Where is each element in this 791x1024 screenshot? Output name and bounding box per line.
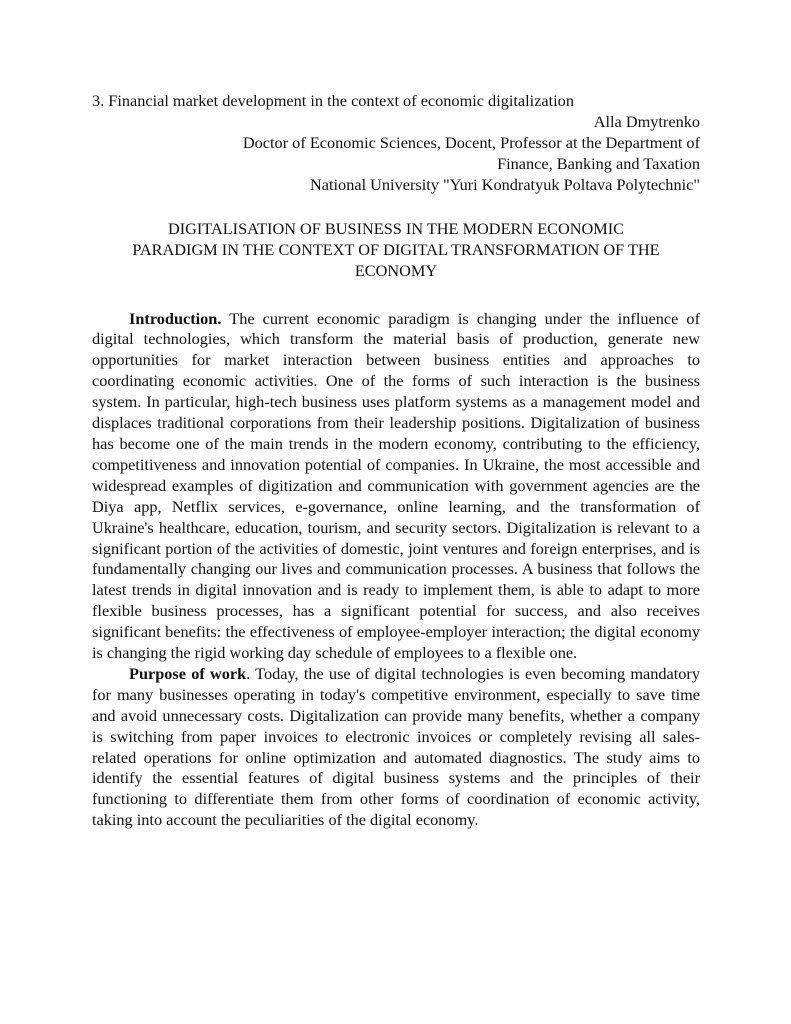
purpose-paragraph xyxy=(92,664,700,831)
paper-title-line-3: ECONOMY xyxy=(354,260,438,280)
introduction-lead: Introduction. xyxy=(129,308,222,328)
author-name: Alla Dmytrenko xyxy=(593,111,700,131)
paper-title-line-1: DIGITALISATION OF BUSINESS IN THE MODERN ECONOMIC xyxy=(167,218,625,238)
introduction-paragraph xyxy=(92,309,700,664)
paper-title xyxy=(92,218,700,281)
purpose-text: . Today, the use of digital technologies is even becoming mandatory for many businesses operating in today's competitive environment, especially to save time and avoid unnecessary costs. Digitalization can provide many benefits, whether a company is switching from paper invoices to electronic invoices or completely revising all sales-related operations for online optimization and automated diagnostics. The study aims to identify the essential features of digital business systems and the principles of their functioning to differentiate them from other forms of coordination of economic activity, taking into account the peculiarities of the digital economy. xyxy=(92,663,700,830)
introduction-text: The current economic paradigm is changing under the influence of digital technologies, which transform the material basis of production, generate new opportunities for market interaction between business entities and approaches to coordinating economic activities. One of the forms of such interaction is the business system. In particular, high-tech business uses platform systems as a management model and displaces traditional corporations from their leadership positions. Digitalization of business has become one of the main trends in the modern economy, contributing to the efficiency, competitiveness and innovation potential of companies. In Ukraine, the most accessible and widespread examples of digitization and communication with government agencies are the Diya app, Netflix services, e-governance, online learning, and the transformation of Ukraine's healthcare, education, tourism, and security sectors. Digitalization is relevant to a significant portion of the activities of domestic, joint ventures and foreign enterprises, and is fundamentally changing our lives and communication processes. A business that follows the latest trends in digital innovation and is ready to implement them, is able to adapt to more flexible business processes, has a significant potential for success, and also receives significant benefits: the effectiveness of employee-employer interaction; the digital economy is changing the rigid working day schedule of employees to a flexible one. xyxy=(92,308,700,663)
author-position-line-2: Finance, Banking and Taxation xyxy=(497,153,700,173)
document-page xyxy=(92,91,700,831)
author-position-line-1: Doctor of Economic Sciences, Docent, Professor at the Department of xyxy=(242,132,700,152)
section-heading: 3. Financial market development in the context of economic digitalization xyxy=(92,91,574,110)
purpose-lead: Purpose of work xyxy=(129,663,247,683)
author-affiliation: National University "Yuri Kondratyuk Poltava Polytechnic" xyxy=(310,174,700,194)
paper-title-line-2: PARADIGM IN THE CONTEXT OF DIGITAL TRANSFORMATION OF THE xyxy=(132,239,660,259)
